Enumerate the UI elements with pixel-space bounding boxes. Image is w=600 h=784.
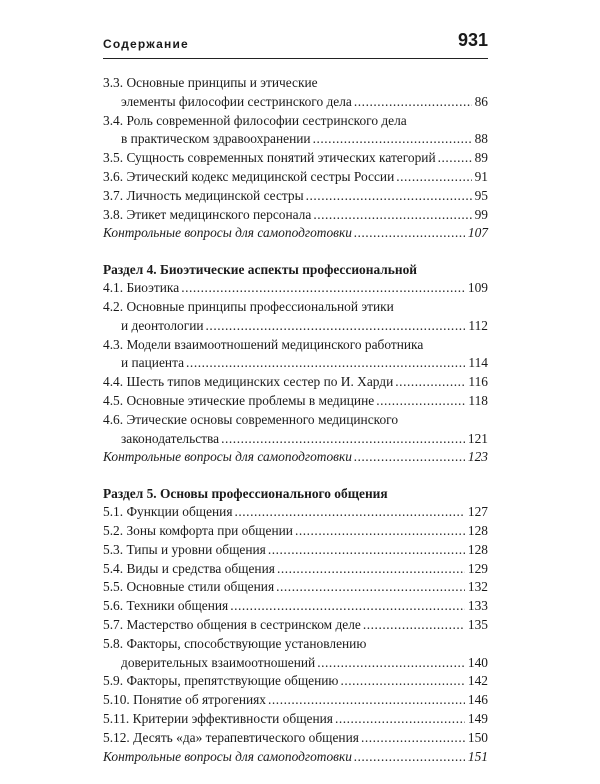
toc-entry xyxy=(103,710,488,729)
toc-entry-line xyxy=(103,317,488,336)
toc-page-number: 112 xyxy=(468,317,488,333)
toc-entry-title: Десять «да» терапевтического общения xyxy=(133,729,359,745)
toc-entry-text xyxy=(103,578,274,597)
toc-section xyxy=(103,261,488,467)
section-title xyxy=(103,485,488,503)
leader-dots xyxy=(268,541,465,560)
toc-entry xyxy=(103,729,488,748)
page-number: 931 xyxy=(457,30,488,50)
toc-entry-number: 5.11. xyxy=(103,710,130,726)
toc-entry-number: 4.6. xyxy=(103,411,124,427)
toc-entry-line xyxy=(103,635,488,654)
toc-page-number: 118 xyxy=(468,392,488,408)
toc-entry-text xyxy=(103,337,423,352)
toc-entry-title: Основные этические проблемы в медицине xyxy=(126,392,375,408)
toc-entry-text xyxy=(103,636,366,651)
toc-entry-number: 5.10. xyxy=(103,692,130,708)
toc-page-number: 150 xyxy=(467,729,488,745)
toc-entry-text xyxy=(103,748,352,767)
toc-entry-line xyxy=(103,503,488,522)
toc-entry-line xyxy=(103,448,488,467)
toc-entry-text xyxy=(103,503,233,522)
toc-entry-number: 4.5. xyxy=(103,392,124,408)
toc-entry-title: Биоэтика xyxy=(126,280,180,296)
toc-entry xyxy=(103,187,488,206)
leader-dots xyxy=(363,616,465,635)
toc-entry-text xyxy=(103,113,407,128)
toc-entry-title: и деонтологии xyxy=(121,317,204,333)
toc-page-number: 127 xyxy=(467,504,488,520)
toc-entry xyxy=(103,691,488,710)
toc-entry-title: Основные принципы профессиональной этики xyxy=(126,298,394,314)
toc-entry-line xyxy=(103,354,488,373)
toc-page-number: 128 xyxy=(467,522,488,538)
table-of-contents xyxy=(103,74,488,784)
toc-entry-line xyxy=(103,112,488,131)
leader-dots xyxy=(438,149,472,168)
toc-entry-line xyxy=(103,430,488,449)
review-questions-entry xyxy=(103,224,488,243)
section-title-line: Раздел 4. Биоэтические аспекты профессиональной xyxy=(103,262,417,278)
toc-entry xyxy=(103,411,488,449)
leader-dots xyxy=(354,748,465,767)
leader-dots xyxy=(230,597,465,616)
toc-entry-text xyxy=(103,299,394,314)
toc-entry-line xyxy=(103,279,488,298)
toc-entry-title: Мастерство общения в сестринском деле xyxy=(126,616,361,632)
toc-entry-title: Этикет медицинского персонала xyxy=(126,206,312,222)
toc-page-number: 149 xyxy=(467,710,488,726)
toc-entry-number: 3.5. xyxy=(103,150,124,166)
toc-entry-line xyxy=(103,710,488,729)
toc-entry-line xyxy=(103,187,488,206)
toc-entry-text xyxy=(121,93,352,112)
leader-dots xyxy=(395,373,465,392)
toc-page-number: 123 xyxy=(467,449,488,465)
toc-page-number: 121 xyxy=(467,430,488,446)
toc-entry-text xyxy=(103,541,266,560)
toc-entry-title: законодательства xyxy=(121,430,220,446)
toc-entry-number: 5.8. xyxy=(103,635,124,651)
toc-entry-line xyxy=(103,654,488,673)
toc-entry xyxy=(103,373,488,392)
toc-entry xyxy=(103,522,488,541)
toc-entry-number: 4.4. xyxy=(103,374,124,390)
toc-entry-number: 3.7. xyxy=(103,187,124,203)
toc-entry-number: 3.4. xyxy=(103,112,124,128)
leader-dots xyxy=(268,691,465,710)
toc-entry-title: Основные стили общения xyxy=(126,579,275,595)
leader-dots xyxy=(396,168,471,187)
toc-entry-number: 5.4. xyxy=(103,560,124,576)
toc-entry-title: Сущность современных понятий этических категорий xyxy=(126,150,436,166)
toc-entry-title: Понятие об ятрогениях xyxy=(133,692,267,708)
toc-entry xyxy=(103,578,488,597)
toc-entry xyxy=(103,279,488,298)
section-title xyxy=(103,261,488,279)
toc-entry-number: 5.3. xyxy=(103,541,124,557)
toc-entry xyxy=(103,672,488,691)
toc-entry-title: Критерии эффективности общения xyxy=(132,710,333,726)
toc-entry-text xyxy=(103,75,318,90)
toc-entry-text xyxy=(121,654,315,673)
toc-entry-line xyxy=(103,149,488,168)
toc-page-number: 88 xyxy=(474,131,488,147)
toc-entry-text xyxy=(103,672,338,691)
toc-entry-text xyxy=(103,412,398,427)
toc-entry-line xyxy=(103,729,488,748)
leader-dots xyxy=(313,130,472,149)
toc-entry-text xyxy=(103,392,374,411)
toc-entry-text xyxy=(103,168,394,187)
leader-dots xyxy=(221,430,465,449)
toc-entry-number: 3.6. xyxy=(103,168,124,184)
toc-section xyxy=(103,485,488,766)
toc-entry-text xyxy=(103,560,275,579)
toc-entry-text xyxy=(121,130,311,149)
toc-entry-title: Факторы, препятствующие общению xyxy=(126,673,339,689)
toc-entry xyxy=(103,503,488,522)
leader-dots xyxy=(181,279,465,298)
toc-entry-line xyxy=(103,206,488,225)
toc-entry-line xyxy=(103,597,488,616)
toc-entry-number: 4.3. xyxy=(103,336,124,352)
toc-page-number: 129 xyxy=(467,560,488,576)
toc-entry-number: 3.3. xyxy=(103,75,124,90)
toc-entry-title: Контрольные вопросы для самоподготовки xyxy=(103,449,352,465)
toc-entry-text xyxy=(103,616,361,635)
toc-entry xyxy=(103,597,488,616)
leader-dots xyxy=(340,672,464,691)
toc-entry-line xyxy=(103,224,488,243)
toc-entry xyxy=(103,392,488,411)
toc-page-number: 135 xyxy=(467,616,488,632)
toc-entry-text xyxy=(103,187,304,206)
leader-dots xyxy=(354,93,472,112)
toc-entry-line xyxy=(103,560,488,579)
toc-page-number: 132 xyxy=(467,579,488,595)
toc-entry xyxy=(103,206,488,225)
toc-entry xyxy=(103,616,488,635)
leader-dots xyxy=(206,317,466,336)
toc-entry-line xyxy=(103,130,488,149)
toc-page-number: 95 xyxy=(474,187,488,203)
toc-entry-line xyxy=(103,616,488,635)
leader-dots xyxy=(306,187,472,206)
toc-entry-text xyxy=(103,729,359,748)
toc-entry-title: Основные принципы и этические xyxy=(126,75,318,90)
toc-entry-title: Типы и уровни общения xyxy=(126,541,266,557)
toc-entry-line xyxy=(103,691,488,710)
leader-dots xyxy=(313,206,471,225)
toc-page-number: 140 xyxy=(467,654,488,670)
toc-page-number: 146 xyxy=(467,692,488,708)
review-questions-entry xyxy=(103,748,488,767)
toc-entry-title: Контрольные вопросы для самоподготовки xyxy=(103,748,352,764)
header-divider xyxy=(103,58,488,59)
toc-entry-title: Роль современной философии сестринского дела xyxy=(126,112,407,128)
toc-entry-line xyxy=(103,541,488,560)
toc-entry-text xyxy=(121,430,219,449)
toc-entry xyxy=(103,74,488,112)
toc-entry xyxy=(103,112,488,150)
toc-entry-title: Зоны комфорта при общении xyxy=(126,522,293,538)
toc-entry-title: и пациента xyxy=(121,355,185,371)
toc-entry-title: элементы философии сестринского дела xyxy=(121,93,352,109)
toc-entry-number: 5.2. xyxy=(103,522,124,538)
toc-entry xyxy=(103,168,488,187)
toc-page-number: 128 xyxy=(467,541,488,557)
toc-entry-title: Функции общения xyxy=(126,504,233,520)
section-title-line: Раздел 5. Основы профессионального общения xyxy=(103,486,388,502)
toc-entry-line xyxy=(103,74,488,93)
toc-entry-text xyxy=(103,206,311,225)
leader-dots xyxy=(276,578,465,597)
toc-page-number: 107 xyxy=(467,225,488,241)
toc-entry-number: 5.9. xyxy=(103,673,124,689)
leader-dots xyxy=(295,522,465,541)
toc-entry-text xyxy=(103,373,393,392)
toc-entry-number: 4.1. xyxy=(103,280,124,296)
toc-entry-line xyxy=(103,522,488,541)
toc-entry-number: 5.5. xyxy=(103,579,124,595)
toc-entry-number: 5.6. xyxy=(103,598,124,614)
toc-entry-title: Этические основы современного медицинского xyxy=(126,411,399,427)
toc-entry-title: Модели взаимоотношений медицинского работника xyxy=(126,336,424,352)
leader-dots xyxy=(376,392,465,411)
toc-entry xyxy=(103,635,488,673)
toc-entry-text xyxy=(121,354,184,373)
toc-entry-text xyxy=(103,691,266,710)
leader-dots xyxy=(354,224,465,243)
toc-entry-number: 5.12. xyxy=(103,729,130,745)
toc-entry-title: Личность медицинской сестры xyxy=(126,187,304,203)
toc-entry-line xyxy=(103,373,488,392)
toc-entry-line xyxy=(103,672,488,691)
leader-dots xyxy=(235,503,465,522)
toc-entry-line xyxy=(103,578,488,597)
toc-page-number: 91 xyxy=(474,168,488,184)
toc-entry xyxy=(103,298,488,336)
toc-entry-title: Шесть типов медицинских сестер по И. Харди xyxy=(126,374,394,390)
running-header-title: Содержание xyxy=(103,37,189,51)
leader-dots xyxy=(277,560,465,579)
toc-entry-title: доверительных взаимоотношений xyxy=(121,654,316,670)
toc-entry-line xyxy=(103,168,488,187)
toc-entry-title: Этический кодекс медицинской сестры России xyxy=(126,168,395,184)
toc-page-number: 86 xyxy=(474,93,488,109)
toc-entry-title: Виды и средства общения xyxy=(126,560,275,576)
toc-entry xyxy=(103,560,488,579)
leader-dots xyxy=(361,729,465,748)
toc-page-number: 116 xyxy=(468,374,488,390)
leader-dots xyxy=(354,448,465,467)
toc-page-number: 99 xyxy=(474,206,488,222)
leader-dots xyxy=(335,710,465,729)
toc-entry-title: Техники общения xyxy=(126,598,229,614)
toc-entry-title: Контрольные вопросы для самоподготовки xyxy=(103,225,352,241)
toc-page-number: 89 xyxy=(474,150,488,166)
toc-entry-number: 3.8. xyxy=(103,206,124,222)
toc-entry-line xyxy=(103,748,488,767)
toc-entry-text xyxy=(103,149,436,168)
toc-entry-text xyxy=(103,448,352,467)
toc-entry-text xyxy=(103,522,293,541)
leader-dots xyxy=(317,654,465,673)
toc-entry-number: 4.2. xyxy=(103,298,124,314)
toc-entry-line xyxy=(103,411,488,430)
toc-entry-title: в практическом здравоохранении xyxy=(121,131,311,147)
toc-page-number: 109 xyxy=(467,280,488,296)
toc-entry-number: 5.7. xyxy=(103,616,124,632)
toc-entry-title: Факторы, способствующие установлению xyxy=(126,635,367,651)
toc-entry-text xyxy=(103,224,352,243)
toc-entry-line xyxy=(103,93,488,112)
toc-page-number: 142 xyxy=(467,673,488,689)
toc-entry-text xyxy=(121,317,204,336)
running-header xyxy=(103,30,488,54)
toc-entry-text xyxy=(103,279,179,298)
toc-entry-number: 5.1. xyxy=(103,504,124,520)
toc-entry-text xyxy=(103,710,333,729)
review-questions-entry xyxy=(103,448,488,467)
toc-entry xyxy=(103,541,488,560)
toc-entry-line xyxy=(103,336,488,355)
toc-entry-line xyxy=(103,392,488,411)
toc-entry xyxy=(103,336,488,374)
leader-dots xyxy=(186,354,465,373)
toc-page-number: 151 xyxy=(467,748,488,764)
toc-section xyxy=(103,74,488,243)
toc-entry-text xyxy=(103,597,228,616)
toc-page-number: 114 xyxy=(468,355,488,371)
toc-page-number: 133 xyxy=(467,598,488,614)
toc-entry xyxy=(103,149,488,168)
toc-entry-line xyxy=(103,298,488,317)
